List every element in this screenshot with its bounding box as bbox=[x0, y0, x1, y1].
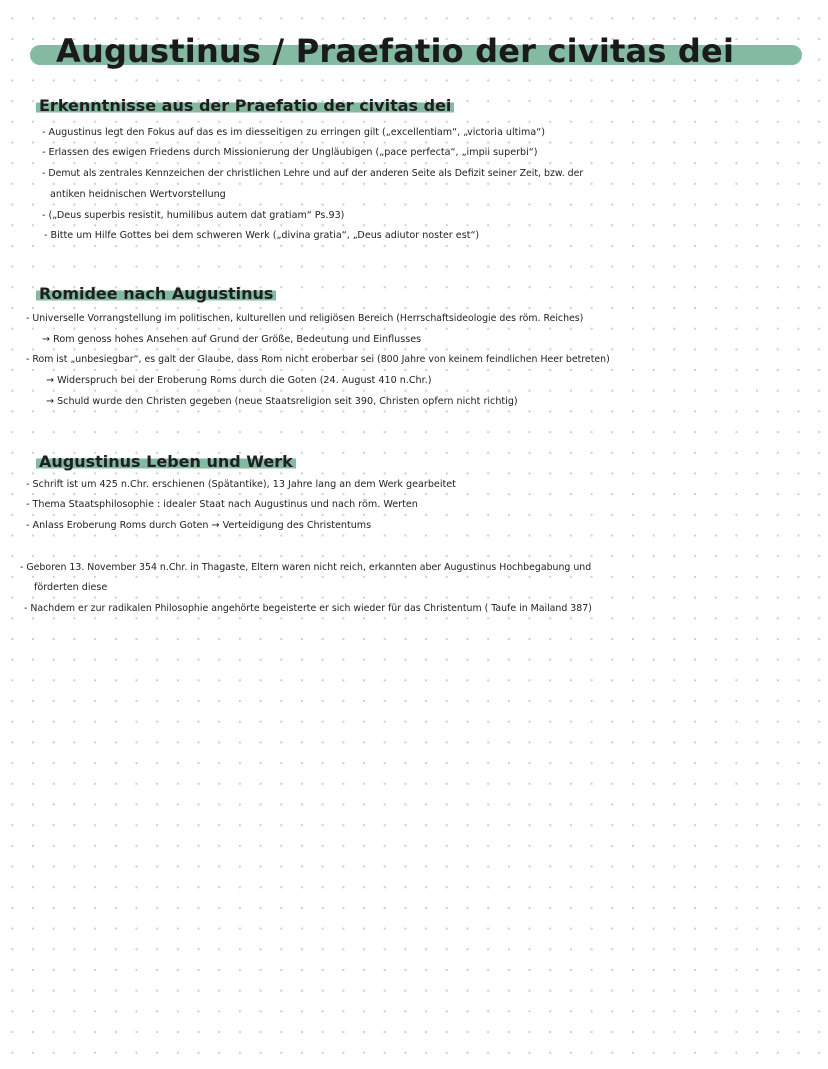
note-line: - Nachdem er zur radikalen Philosophie angehörte begeisterte er sich wieder für das Christentum ( Taufe in Mailand 387) bbox=[24, 603, 592, 614]
note-line: → Rom genoss hohes Ansehen auf Grund der Größe, Bedeutung und Einflusses bbox=[42, 334, 422, 345]
note-line: - Rom ist „unbesiegbar“, es galt der Glaube, dass Rom nicht eroberbar sei (800 Jahre von keinem feindlichen Heer betreten) bbox=[26, 354, 610, 365]
note-line: - Geboren 13. November 354 n.Chr. in Thagaste, Eltern waren nicht reich, erkannten aber Augustinus Hochbegabung und bbox=[20, 562, 592, 573]
note-line: - Erlassen des ewigen Friedens durch Missionierung der Ungläubigen („pace perfecta“, „impii superbi“) bbox=[42, 147, 538, 158]
note-line: → Widerspruch bei der Eroberung Roms durch die Goten (24. August 410 n.Chr.) bbox=[46, 375, 432, 386]
note-line: - Universelle Vorrangstellung im politischen, kulturellen und religiösen Bereich (Herrschaftsideologie des röm. Reiches) bbox=[26, 313, 584, 324]
note-line: - Schrift ist um 425 n.Chr. erschienen (Spätantike), 13 Jahre lang an dem Werk gearbeitet bbox=[26, 479, 456, 490]
note-line: förderten diese bbox=[34, 582, 108, 593]
note-line: - Demut als zentrales Kennzeichen der christlichen Lehre und auf der anderen Seite als Defizit seiner Zeit, bzw. der bbox=[42, 168, 584, 179]
note-line: - („Deus superbis resistit, humilibus autem dat gratiam“ Ps.93) bbox=[42, 210, 345, 221]
page-title: Augustinus / Praefatio der civitas dei bbox=[56, 32, 735, 70]
section-heading-leben-und-werk: Augustinus Leben und Werk bbox=[36, 452, 296, 471]
note-line: antiken heidnischen Wertvorstellung bbox=[50, 189, 226, 200]
note-line: - Bitte um Hilfe Gottes bei dem schweren Werk („divina gratia“, „Deus adiutor noster est“) bbox=[44, 230, 480, 241]
section-heading-praefatio: Erkenntnisse aus der Praefatio der civitas dei bbox=[36, 96, 454, 115]
note-line: - Anlass Eroberung Roms durch Goten → Verteidigung des Christentums bbox=[26, 520, 372, 531]
note-line: → Schuld wurde den Christen gegeben (neue Staatsreligion seit 390, Christen opfern nicht richtig) bbox=[46, 396, 518, 407]
section-heading-romidee: Romidee nach Augustinus bbox=[36, 284, 276, 303]
note-line: - Thema Staatsphilosophie : idealer Staat nach Augustinus und nach röm. Werten bbox=[26, 499, 418, 510]
note-line: - Augustinus legt den Fokus auf das es im diesseitigen zu erringen gilt („excellentiam“, „victoria ultima“) bbox=[42, 127, 545, 138]
title-block bbox=[30, 30, 806, 82]
